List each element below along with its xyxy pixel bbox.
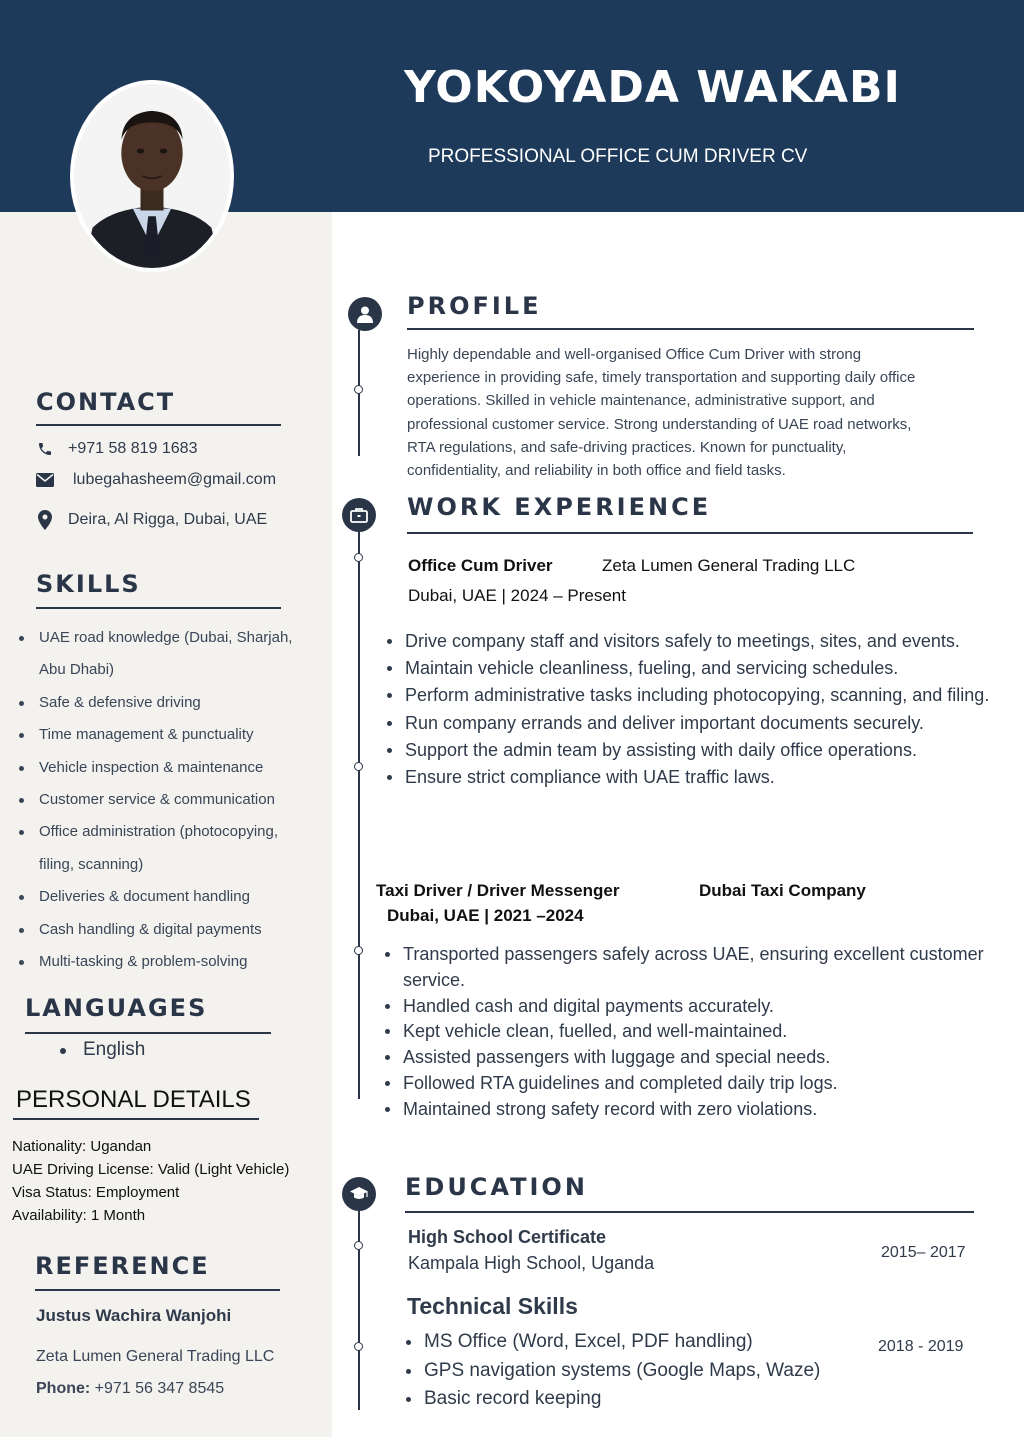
profile-divider	[407, 328, 974, 330]
language-english: English	[83, 1039, 146, 1060]
job-duty: Run company errands and deliver important documents securely.	[405, 710, 995, 737]
profile-photo	[70, 80, 234, 272]
personal-details-divider	[13, 1118, 259, 1120]
education-divider	[405, 1211, 974, 1213]
skill-item: Time management & punctuality	[16, 719, 316, 751]
experience-timeline	[358, 531, 360, 1099]
person-icon	[348, 297, 382, 331]
timeline-dot	[354, 385, 363, 394]
technical-skills-title: Technical Skills	[407, 1293, 578, 1319]
job-location-dates: Dubai, UAE | 2021 –2024	[387, 906, 584, 925]
profile-line: RTA regulations, and safe-driving practices. Known for punctuality,	[407, 438, 847, 456]
skill-item: Office administration (photocopying,	[16, 816, 316, 848]
license-line: UAE Driving License: Valid (Light Vehicle)	[12, 1161, 290, 1178]
profile-heading: PROFILE	[407, 292, 542, 320]
reference-phone-label: Phone:	[36, 1380, 91, 1397]
envelope-icon	[36, 471, 54, 489]
job-title: Office Cum Driver	[408, 556, 553, 575]
technical-skill: GPS navigation systems (Google Maps, Waze)	[424, 1357, 874, 1386]
languages-divider	[25, 1032, 271, 1034]
reference-phone	[36, 1380, 224, 1398]
contact-divider	[36, 424, 281, 426]
job-duty: Maintain vehicle cleanliness, fueling, and servicing schedules.	[405, 655, 995, 682]
job-company: Zeta Lumen General Trading LLC	[602, 556, 856, 575]
skill-item: Customer service & communication	[16, 784, 316, 816]
contact-heading: CONTACT	[36, 388, 176, 416]
skill-item: Deliveries & document handling	[16, 881, 316, 913]
skill-item: Multi-tasking & problem-solving	[16, 946, 316, 978]
nationality-line: Nationality: Ugandan	[12, 1138, 152, 1155]
job-duty: Followed RTA guidelines and completed daily trip logs.	[403, 1071, 1023, 1097]
job-duty: Kept vehicle clean, fuelled, and well-maintained.	[403, 1019, 1023, 1045]
contact-phone[interactable]	[36, 440, 197, 458]
job-duty: Transported passengers safely across UAE, ensuring excellent customer service.	[403, 942, 1023, 994]
email-text: lubegahasheem@gmail.com	[73, 471, 277, 488]
reference-name: Justus Wachira Wanjohi	[36, 1306, 232, 1325]
skills-divider	[36, 607, 281, 609]
work-experience-heading: WORK EXPERIENCE	[407, 493, 712, 521]
skill-item-continued: Abu Dhabi)	[39, 661, 115, 679]
timeline-dot	[354, 946, 363, 955]
contact-email[interactable]	[36, 471, 276, 489]
technical-skills-dates: 2018 - 2019	[878, 1338, 964, 1355]
skill-item: UAE road knowledge (Dubai, Sharjah,	[16, 622, 316, 654]
education-school: Kampala High School, Uganda	[408, 1253, 655, 1273]
visa-line: Visa Status: Employment	[12, 1184, 180, 1201]
technical-skill: MS Office (Word, Excel, PDF handling)	[424, 1328, 874, 1357]
job-duty: Perform administrative tasks including photocopying, scanning, and filing.	[405, 682, 995, 709]
timeline-dot	[354, 1342, 363, 1351]
timeline-dot	[354, 553, 363, 562]
job-duty: Handled cash and digital payments accurately.	[403, 994, 1023, 1020]
profile-line: confidentiality, and reliability in both office and field tasks.	[407, 462, 786, 480]
profile-summary	[407, 343, 1002, 482]
education-timeline	[358, 1210, 360, 1410]
profile-line: operations. Skilled in vehicle maintenance, administrative support, and	[407, 392, 875, 410]
graduation-cap-icon	[342, 1177, 376, 1211]
profile-line: experience in providing safe, timely transportation and supporting daily office	[407, 369, 916, 387]
education-heading: EDUCATION	[405, 1173, 588, 1201]
technical-skills-list	[424, 1328, 874, 1414]
work-experience-divider	[407, 532, 973, 534]
address-text: Deira, Al Rigga, Dubai, UAE	[68, 511, 268, 528]
education-degree: High School Certificate	[408, 1227, 607, 1247]
skill-item: Cash handling & digital payments	[16, 914, 316, 946]
candidate-name: YOKOYADA WAKABI	[404, 62, 901, 113]
availability-line: Availability: 1 Month	[12, 1207, 146, 1224]
personal-details-heading: PERSONAL DETAILS	[16, 1086, 251, 1113]
job-duty: Assisted passengers with luggage and special needs.	[403, 1045, 1023, 1071]
location-pin-icon	[36, 511, 54, 529]
reference-phone-number: +971 56 347 8545	[94, 1380, 225, 1397]
timeline-dot	[354, 1241, 363, 1250]
briefcase-icon	[342, 498, 376, 532]
job-duty: Support the admin team by assisting with daily office operations.	[405, 737, 995, 764]
reference-divider	[35, 1289, 280, 1291]
job-duties-list	[403, 942, 1023, 1123]
reference-heading: REFERENCE	[35, 1252, 210, 1280]
job-title: Taxi Driver / Driver Messenger	[376, 881, 620, 900]
profile-line: Highly dependable and well-organised Office Cum Driver with strong	[407, 346, 862, 363]
phone-icon	[36, 440, 54, 458]
job-duties-list	[405, 628, 995, 791]
reference-company: Zeta Lumen General Trading LLC	[36, 1348, 275, 1365]
job-location-dates: Dubai, UAE | 2024 – Present	[408, 586, 626, 605]
job-duty: Maintained strong safety record with zero violations.	[403, 1097, 1023, 1123]
technical-skill: Basic record keeping	[424, 1385, 874, 1414]
job-duty: Drive company staff and visitors safely to meetings, sites, and events.	[405, 628, 995, 655]
job-duty: Ensure strict compliance with UAE traffic laws.	[405, 764, 995, 791]
timeline-dot	[354, 762, 363, 771]
language-item	[60, 1039, 145, 1061]
job-company: Dubai Taxi Company	[699, 881, 866, 900]
contact-address	[36, 511, 267, 529]
languages-heading: LANGUAGES	[25, 994, 208, 1022]
skills-list	[16, 622, 316, 978]
education-dates: 2015– 2017	[881, 1244, 966, 1261]
profile-line: professional customer service. Strong understanding of UAE road networks,	[407, 415, 912, 433]
skill-item: Vehicle inspection & maintenance	[16, 752, 316, 784]
skills-heading: SKILLS	[36, 570, 141, 598]
skill-item-continued: filing, scanning)	[39, 855, 144, 873]
cv-subtitle: PROFESSIONAL OFFICE CUM DRIVER CV	[428, 146, 808, 167]
skill-item: Safe & defensive driving	[16, 687, 316, 719]
phone-text: +971 58 819 1683	[68, 440, 198, 457]
